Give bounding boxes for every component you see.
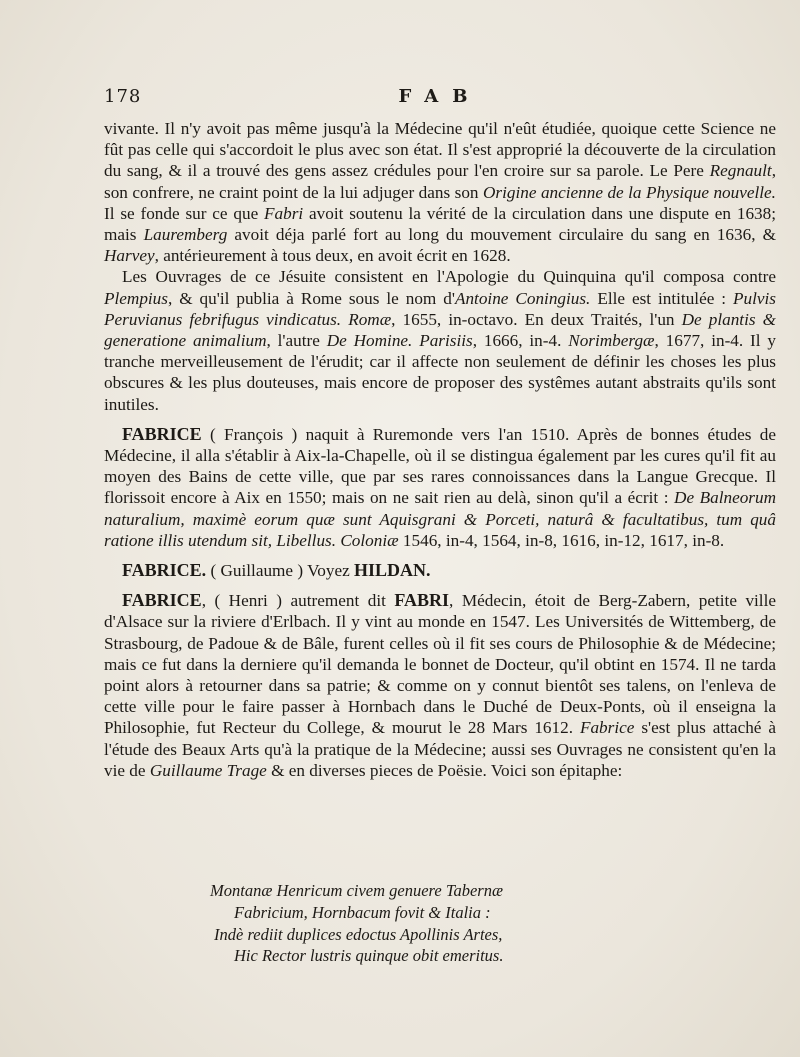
fabri-works-paragraph <box>104 266 776 414</box>
text-run: , Médecin, étoit de Berg-Zabern, petite ville d'Alsace sur la riviere d'Erlbach. Il y vint au monde en 1547. Les Universités de Wittemberg, de Strasbourg, de Padoue & de Bâle, furent celles où il fit ses cours de Philosophie & de Médecine; mais ce fut dans la derniere qu'il demanda le bonnet de Docteur, qu'il obtint en 1574. Il ne tarda point alors à retourner dans sa patrie; & comme on y connut bientôt ses talens, on l'enleva de cette ville pour le faire passer à Hornbach dans le Duché de Deux-Ponts, où il enseigna la Philosophie, fut Recteur du College, & mourut le 28 Mars 1612. <box>104 591 776 738</box>
verse-line: Hic Rector lustris quinque obit emeritus. <box>234 946 504 966</box>
text-run: Les Ouvrages de ce Jésuite consistent en l'Apologie du Quinquina qu'il composa contre <box>122 267 776 287</box>
alias-name: FABRI <box>394 590 450 611</box>
name-lauremberg: Lauremberg <box>143 225 228 245</box>
cross-reference: HILDAN. <box>354 560 431 581</box>
name-plempius: Plempius <box>104 288 168 308</box>
main-text <box>104 118 776 781</box>
text-run: s'est plus attaché à l'étude des Beaux Arts qu'à la pratique de la Médecine; aussi ses Ouvrages ne consistent qu'en la vie de <box>104 718 776 780</box>
verse-line: Fabricium, Hornbacum fovit & Italia : <box>234 902 491 922</box>
name-regnault: Regnault <box>709 161 772 181</box>
entry-fabrice-guillaume <box>104 560 776 581</box>
book-title: Pulvis Peruvianus febrifugus vindicatus. <box>104 288 776 329</box>
entry-headword: FABRICE <box>122 590 202 611</box>
entry-headword: FABRICE <box>122 423 202 444</box>
entry-fabrice-francois <box>104 424 776 551</box>
text-run: 1546, in-4, 1564, in-8, 1616, in-12, 1617, in-8. <box>398 530 725 550</box>
place-name: Romæ <box>348 309 392 329</box>
text-run: , 1655, in-octavo. En deux Traités, l'un <box>391 309 682 329</box>
text-run: vivante. Il n'y avoit pas même jusqu'à la Médecine qu'il n'eût étudiée, quoique cette Science ne fût pas celle qui s'accordoit le plus avec son état. Il s'est approprié la découverte de la circulation du sang, & il a trouvé des gens assez crédules pour l'en croire sur sa parole. Le Pere <box>104 119 776 181</box>
epitaph-verse <box>210 880 750 967</box>
text-run: , 1677, in-4. Il y tranche merveilleusement de l'érudit; car il affecte non seulement de définir les choses les plus obscures & les plus douteuses, mais encore de proposer des systêmes autant abstraits qu'ils sont inutiles. <box>104 331 777 414</box>
text-run: , 1666, in-4. <box>472 331 569 351</box>
entry-headword: FABRICE. <box>122 560 207 581</box>
fabri-continuation <box>104 118 776 266</box>
verse-line: Indè rediit duplices edoctus Apollinis Artes, <box>214 924 503 944</box>
name-fabrice: Fabrice <box>579 718 635 738</box>
text-run: , ( Henri ) autrement dit <box>201 591 395 611</box>
name-harvey: Harvey <box>104 246 155 266</box>
page-header <box>104 86 776 112</box>
text-run: ( François ) naquit à Ruremonde vers l'an 1510. Après de bonnes études de Médecine, il alla s'établir à Aix-la-Chapelle, où il se distingua également par les cures qu'il fit au moyen des Bains de cette ville, que par ses rares connoissances dans la Langue Grecque. Il florissoit encore à Aix en 1550; mais on ne sait rien au delà, sinon qu'il a écrit : <box>104 424 776 508</box>
verse-line: Montanæ Henricum civem genuere Tabernæ <box>210 881 503 900</box>
running-head: FAB <box>398 86 482 107</box>
book-title: De Homine. Parisiis <box>326 331 473 351</box>
book-title: Origine ancienne de la Physique nouvelle. <box>483 182 776 202</box>
book-title: De Balneorum naturalium, maximè eorum quæ sunt Aquisgrani & Porceti, naturâ & facultatibus, tum quâ ratione illis utendum sit, Libellus. Coloniæ <box>104 488 776 550</box>
name-trage: Guillaume Trage <box>149 760 267 780</box>
text-run: ( Guillaume ) Voyez <box>206 561 354 581</box>
text-run: , antérieurement à tous deux, en avoit écrit en 1628. <box>154 246 511 266</box>
text-run: , & qu'il publia à Rome sous le nom d' <box>167 288 455 308</box>
text-run: Elle est intitulée : <box>590 288 734 308</box>
text-run: , son confrere, ne craint point de la lui adjuger dans son <box>104 161 776 202</box>
text-run: avoit déja parlé fort au long du mouvement circulaire du sang en 1636, & <box>227 225 776 245</box>
entry-fabrice-henri <box>104 590 776 781</box>
book-title: De plantis & generatione animalium <box>104 309 776 351</box>
name-fabri: Fabri <box>264 203 304 223</box>
text-run: , l'autre <box>266 331 327 351</box>
place-name: Norimbergæ <box>568 331 655 351</box>
text-run: Il se fonde sur ce que <box>104 203 265 223</box>
name-coningius: Antoine Coningius. <box>454 288 591 308</box>
page-number: 178 <box>104 86 142 107</box>
text-run: & en diverses pieces de Poësie. Voici son épitaphe: <box>266 760 623 780</box>
text-run: avoit soutenu la vérité de la circulation dans une dispute en 1638; mais <box>104 203 777 245</box>
